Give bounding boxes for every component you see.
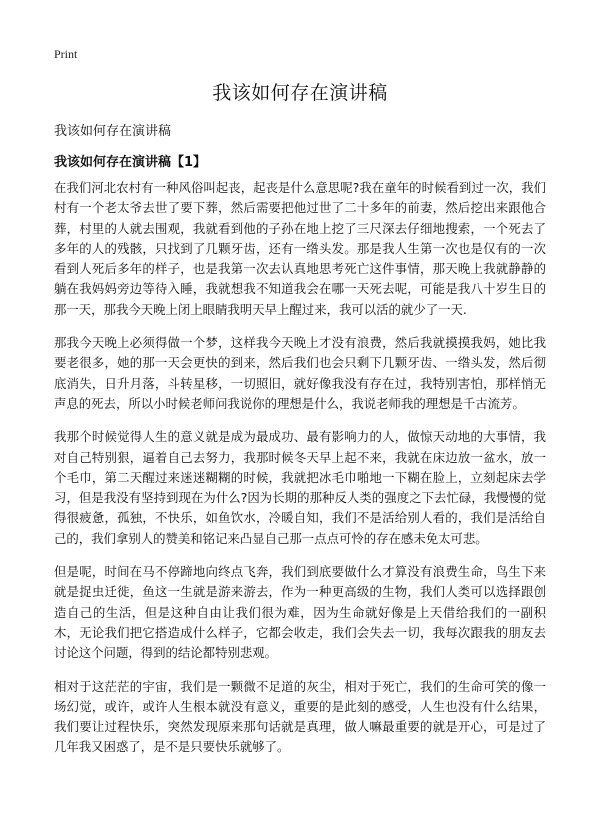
- paragraph-1: 在我们河北农村有一种风俗叫起丧，起丧是什么意思呢?我在童年的时候看到过一次，我们村有一个老太爷去世了要下葬，然后需要把他过世了二十多年的前妻，然后挖出来跟他合葬，村里的人就去围观，我就看到他的子孙在地上挖了三尺深去仔细地搜索，一个死去了多年的人的残骸，只找到了几颗牙齿，还有一绺头发。那是我人生第一次也是仅有的一次看到人死后多年的样子，也是我第一次去认真地思考死亡这件事情，那天晚上我就静静的躺在我妈妈旁边等待入睡，我就想我不知道我会在哪一天死去呢，可能是我八十岁生日的那一天，那我今天晚上闭上眼睛我明天早上醒过来，我可以活的就少了一天.: [54, 180, 546, 317]
- article-body: [54, 178, 546, 771]
- document-subtitle: 我该如何存在演讲稿: [54, 124, 172, 139]
- paragraph-4: 但是呢，时间在马不停蹄地向终点飞奔，我们到底要做什么才算没有浪费生命，鸟生下来就是捉虫迁徙，鱼这一生就是游来游去，作为一种更高级的生物，我们人类可以选择跟创造自己的生活，但是这种自由让我们很为难，因为生命就好像是上天借给我们的一副积木，无论我们把它搭造成什么样子，它都会收走，我们会失去一切，我每次跟我的朋友去讨论这个问题，得到的结论都特别悲观。: [54, 564, 546, 661]
- section-heading: 我该如何存在演讲稿【1】: [54, 155, 207, 170]
- document-title: 我该如何存在演讲稿: [212, 82, 388, 104]
- paragraph-5: 相对于这茫茫的宇宙，我们是一颗微不足道的灰尘，相对于死亡，我们的生命可笑的像一场幻觉，或许，或许人生根本就没有意义，重要的是此刻的感受，人生也没有什么结果，我们要让过程快乐，突然发现原来那句话就是真理，做人嘛最重要的就是开心，可是过了几年我又困惑了，是不是只要快乐就够了。: [54, 678, 546, 755]
- print-link[interactable]: Print: [54, 47, 78, 61]
- paragraph-3: 我那个时候觉得人生的意义就是成为最成功、最有影响力的人，做惊天动地的大事情，我对自己特别狠，逼着自己去努力，我那时候冬天早上起不来，我就在床边放一盆水，放一个毛巾，第二天醒过来迷迷糊糊的时候，我就把冰毛巾啪地一下糊在脸上，立刻起床去学习，但是我没有坚持到现在为什么?因为长期的那种反人类的强度之下去忙碌，我慢慢的觉得很疲惫，孤独，不快乐，如鱼饮水，冷暖自知，我们不是活给别人看的，我们是活给自己的，我们拿别人的赞美和铭记来凸显自己那一点点可怜的存在感未免太可悲。: [54, 429, 546, 546]
- paragraph-2: 那我今天晚上必须得做一个梦，这样我今天晚上才没有浪费，然后我就摸摸我妈，她比我要老很多，她的那一天会更快的到来，然后我们也会只剩下几颗牙齿、一绺头发，然后彻底消失，日升月落，斗转星移，一切照旧，就好像我没有存在过，我特别害怕，那样悄无声息的死去，所以小时候老师问我说你的理想是什么，我说老师我的理想是千古流芳。: [54, 335, 546, 411]
